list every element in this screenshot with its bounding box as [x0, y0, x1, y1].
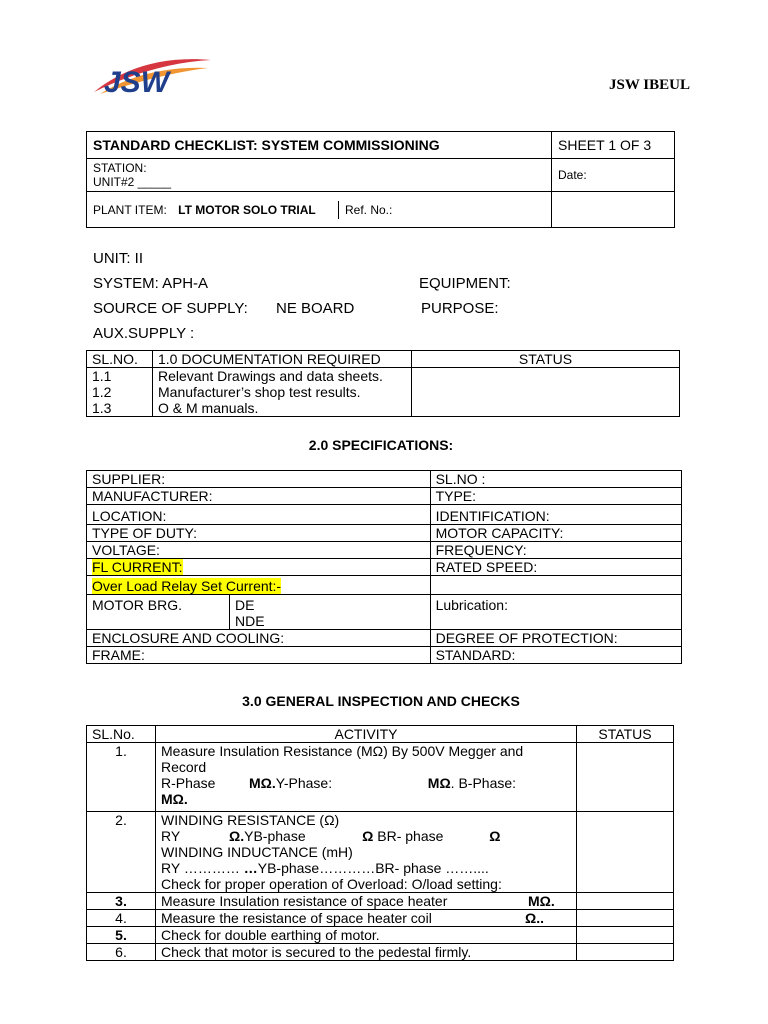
insp-sl: 1. [87, 743, 156, 812]
svg-text:JSW: JSW [104, 66, 170, 99]
insp-r1-r: R-Phase [161, 775, 216, 791]
insp-r3-text: Measure Insulation resistance of space heater [161, 893, 448, 909]
inspection-table [86, 725, 674, 961]
jsw-logo [86, 52, 216, 100]
purpose-line: PURPOSE: [421, 300, 499, 317]
insp-activity [156, 812, 577, 893]
spec-rated-speed: RATED SPEED: [430, 559, 681, 576]
insp-r2-o1: Ω. [229, 828, 245, 844]
insp-r4-text: Measure the resistance of space heater coil [161, 910, 432, 926]
insp-r1-y: Y-Phase: [275, 775, 333, 791]
doc-col-sl: SL.NO. [87, 351, 153, 368]
spec-enclosure: ENCLOSURE AND COOLING: [87, 630, 431, 647]
doc-col-status: STATUS [412, 351, 680, 368]
spec-de: DE [235, 597, 255, 613]
spec-location: LOCATION: [87, 505, 431, 525]
insp-r2-ry: RY [161, 828, 181, 844]
doc-item: O & M manuals. [158, 400, 259, 416]
source-label: SOURCE OF SUPPLY: [93, 300, 248, 317]
insp-sl: 6. [87, 944, 156, 961]
spec-brg-cell [230, 595, 431, 630]
doc-sl: 1.2 [92, 384, 112, 400]
spec-frame: FRAME: [87, 647, 431, 664]
insp-r2-line4b: … [243, 860, 258, 876]
spec-motor-brg: MOTOR BRG. [87, 595, 230, 630]
system-line: SYSTEM: APH-A [93, 275, 209, 292]
spec-voltage: VOLTAGE: [87, 542, 431, 559]
insp-r2-br: BR- phase [377, 828, 444, 844]
spec-identification: IDENTIFICATION: [430, 505, 681, 525]
plant-item-value: LT MOTOR SOLO TRIAL [178, 202, 316, 217]
checklist-title: STANDARD CHECKLIST: SYSTEM COMMISSIONING [87, 132, 552, 159]
spec-duty: TYPE OF DUTY: [87, 525, 431, 542]
spec-manufacturer: MANUFACTURER: [87, 488, 431, 505]
plant-item-label: PLANT ITEM: [93, 202, 167, 217]
doc-item: Relevant Drawings and data sheets. [158, 368, 383, 384]
doc-sl: 1.3 [92, 400, 112, 416]
insp-sl: 2. [87, 812, 156, 893]
doc-status-cell [412, 368, 680, 417]
insp-r1-mo1: MΩ. [249, 775, 276, 791]
specifications-title: 2.0 SPECIFICATIONS: [308, 437, 454, 453]
insp-activity [156, 910, 577, 927]
doc-sl: 1.1 [92, 368, 112, 384]
insp-r2-o3: Ω [489, 828, 501, 844]
insp-r2-line5: Check for proper operation of Overload: O/load setting: [161, 876, 502, 892]
insp-r1-line1: Measure Insulation Resistance (MΩ) By 500V Megger and Record [161, 743, 524, 775]
unit-line: UNIT: II [93, 250, 144, 267]
insp-col-status: STATUS [577, 726, 674, 743]
spec-capacity: MOTOR CAPACITY: [430, 525, 681, 542]
spec-overload: Over Load Relay Set Current:- [92, 578, 282, 594]
insp-sl: 4. [87, 910, 156, 927]
spec-fl-current: FL CURRENT: [92, 559, 183, 575]
equipment-line: EQUIPMENT: [419, 275, 511, 292]
insp-col-sl: SL.No. [87, 726, 156, 743]
insp-r2-yb: YB-phase [244, 828, 306, 844]
insp-sl: 5. [87, 927, 156, 944]
sheet-number: SHEET 1 OF 3 [552, 132, 675, 159]
insp-r2-line3: WINDING INDUCTANCE (mH) [161, 844, 353, 860]
insp-r6-text: Check that motor is secured to the pedestal firmly. [156, 944, 577, 961]
ref-label: Ref. No.: [339, 201, 552, 219]
doc-sl-cell [87, 368, 153, 417]
insp-r2-line4a: RY ………… [161, 860, 240, 876]
spec-slno: SL.NO : [430, 471, 681, 488]
source-value: NE BOARD [276, 300, 355, 317]
date-label: Date: [552, 159, 675, 192]
spec-standard: STANDARD: [430, 647, 681, 664]
insp-r2-o2: Ω [362, 828, 374, 844]
spec-frequency: FREQUENCY: [430, 542, 681, 559]
insp-r1-mo3: MΩ. [161, 791, 188, 807]
station-label: STATION: [93, 161, 147, 175]
insp-col-activity: ACTIVITY [156, 726, 577, 743]
insp-r2-line4c: YB-phase…………BR- phase …….... [257, 860, 489, 876]
insp-r1-b: . B-Phase: [450, 775, 517, 791]
doc-item-cell [153, 368, 412, 417]
company-name: JSW IBEUL [608, 77, 690, 93]
unit-label: UNIT#2 _____ [93, 175, 172, 189]
insp-r5-text: Check for double earthing of motor. [156, 927, 577, 944]
insp-r1-mo2: MΩ [427, 775, 451, 791]
header-table [86, 131, 675, 228]
spec-type: TYPE: [430, 488, 681, 505]
insp-activity [156, 893, 577, 910]
spec-protection: DEGREE OF PROTECTION: [430, 630, 681, 647]
doc-col-doc: 1.0 DOCUMENTATION REQUIRED [153, 351, 412, 368]
insp-sl: 3. [87, 893, 156, 910]
insp-activity [156, 743, 577, 812]
aux-supply-line: AUX.SUPPLY : [93, 325, 195, 342]
plant-item-cell [87, 192, 552, 228]
spec-supplier: SUPPLIER: [87, 471, 431, 488]
insp-r4-unit: Ω.. [525, 910, 545, 926]
inspection-title: 3.0 GENERAL INSPECTION AND CHECKS [242, 693, 520, 709]
documentation-table [86, 350, 680, 417]
spec-nde: NDE [235, 613, 265, 629]
station-cell [87, 159, 552, 192]
insp-r3-unit: MΩ. [528, 893, 555, 909]
insp-r2-line1: WINDING RESISTANCE (Ω) [161, 812, 340, 828]
spec-lubrication: Lubrication: [430, 595, 681, 630]
specifications-table [86, 470, 682, 664]
doc-item: Manufacturer’s shop test results. [158, 384, 361, 400]
